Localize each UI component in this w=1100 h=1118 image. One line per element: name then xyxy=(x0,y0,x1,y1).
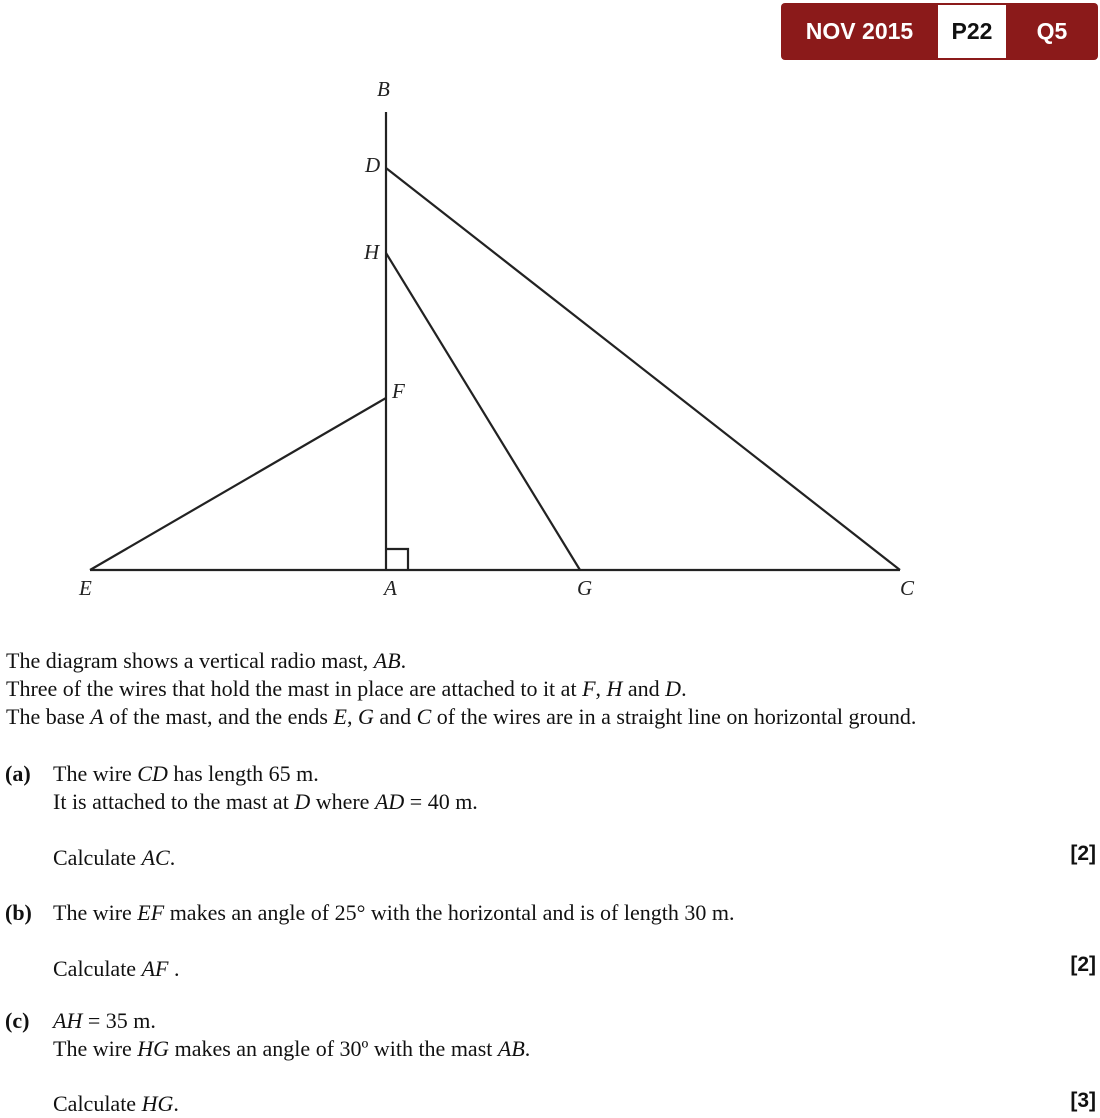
intro-line-1: The diagram shows a vertical radio mast, AB. xyxy=(6,648,407,673)
right-angle-marker xyxy=(386,549,408,570)
part-a-task: Calculate AC. xyxy=(53,845,176,870)
part-c-line-2: The wire HG makes an angle of 30º with the mast AB. xyxy=(53,1036,531,1061)
intro-line-3: The base A of the mast, and the ends E, G and C of the wires are in a straight line on horizontal ground. xyxy=(6,704,917,729)
part-c-label: (c) xyxy=(5,1008,30,1033)
part-c-line-1: AH = 35 m. xyxy=(53,1008,156,1033)
part-b-task: Calculate AF . xyxy=(53,956,180,981)
part-c-marks: [3] xyxy=(1070,1089,1096,1112)
part-b-label: (b) xyxy=(5,900,32,925)
intro-line-2: Three of the wires that hold the mast in place are attached to it at F, H and D. xyxy=(6,676,687,701)
exam-session-label: NOV 2015 xyxy=(805,18,914,44)
part-a-line-1: The wire CD has length 65 m. xyxy=(53,761,319,786)
wire-cd xyxy=(386,168,900,570)
part-a-label: (a) xyxy=(5,761,31,786)
wire-ef xyxy=(90,398,386,570)
part-b-line-1: The wire EF makes an angle of 25° with the horizontal and is of length 30 m. xyxy=(53,900,735,925)
label-e: E xyxy=(79,576,92,600)
label-h: H xyxy=(364,240,380,264)
part-b-marks: [2] xyxy=(1070,953,1096,976)
part-a-marks: [2] xyxy=(1070,842,1096,865)
label-g: G xyxy=(577,576,593,600)
label-b: B xyxy=(377,77,390,101)
label-d: D xyxy=(365,153,381,177)
label-c: C xyxy=(900,576,915,600)
question-number-label: Q5 xyxy=(1036,18,1068,44)
wire-hg xyxy=(386,253,580,570)
paper-number-label: P22 xyxy=(938,5,1006,58)
part-c-task: Calculate HG. xyxy=(53,1091,179,1116)
part-a-line-2: It is attached to the mast at D where AD = 40 m. xyxy=(53,789,478,814)
label-a: A xyxy=(384,576,397,600)
label-f: F xyxy=(392,379,405,403)
